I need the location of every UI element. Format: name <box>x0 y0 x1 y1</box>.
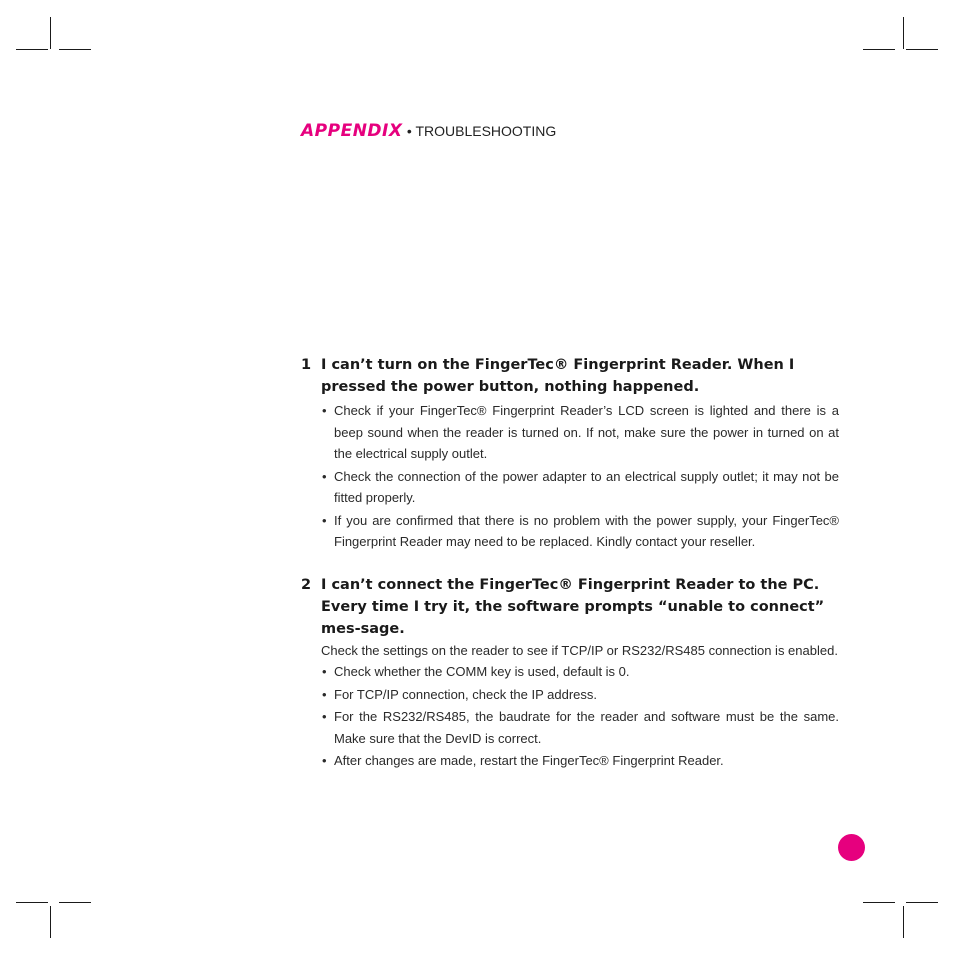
crop-mark <box>906 49 938 50</box>
crop-mark <box>903 906 904 938</box>
crop-mark <box>59 902 91 903</box>
question-title: I can’t turn on the FingerTec® Fingerprint Reader. When I pressed the power button, nothing happened. <box>321 357 795 395</box>
answer-intro: Check the settings on the reader to see if TCP/IP or RS232/RS485 connection is enabled. <box>321 642 838 658</box>
question-number: 1 <box>301 357 312 373</box>
section-title: • TROUBLESHOOTING <box>406 123 557 139</box>
crop-mark <box>906 902 938 903</box>
crop-mark <box>863 49 895 50</box>
appendix-heading: APPENDIX <box>301 121 403 141</box>
answer-list <box>301 661 839 772</box>
question-2 <box>301 574 839 640</box>
list-item: • For the RS232/RS485, the baudrate for the reader and software must be the same. Make sure that the DevID is correct. <box>321 706 839 749</box>
question-number: 2 <box>301 576 312 593</box>
troubleshooting-content <box>301 354 839 773</box>
answer-list <box>301 400 839 553</box>
crop-mark <box>903 17 904 49</box>
crop-mark <box>16 49 48 50</box>
crop-mark <box>50 906 51 938</box>
list-item: • Check if your FingerTec® Fingerprint Reader’s LCD screen is lighted and there is a beep sound when the reader is turned on. If not, make sure the power in turned on at the electrical supply outlet. <box>321 400 839 465</box>
list-item: • After changes are made, restart the FingerTec® Fingerprint Reader. <box>321 750 839 772</box>
list-item: • For TCP/IP connection, check the IP address. <box>321 684 839 706</box>
list-item: • If you are confirmed that there is no problem with the power supply, your FingerTec® Fingerprint Reader may need to be replaced. Kindly contact your reseller. <box>321 510 839 553</box>
crop-mark <box>863 902 895 903</box>
crop-mark <box>16 902 48 903</box>
question-title: I can’t connect the FingerTec® Fingerprint Reader to the PC. Every time I try it, the software prompts “unable to connect” mes-sage. <box>321 576 825 637</box>
list-item: • Check the connection of the power adapter to an electrical supply outlet; it may not be fitted properly. <box>321 466 839 509</box>
page-marker-dot <box>838 834 865 861</box>
page-header <box>301 121 556 141</box>
crop-mark <box>50 17 51 49</box>
question-1 <box>301 354 839 398</box>
list-item: • Check whether the COMM key is used, default is 0. <box>321 661 839 683</box>
crop-mark <box>59 49 91 50</box>
